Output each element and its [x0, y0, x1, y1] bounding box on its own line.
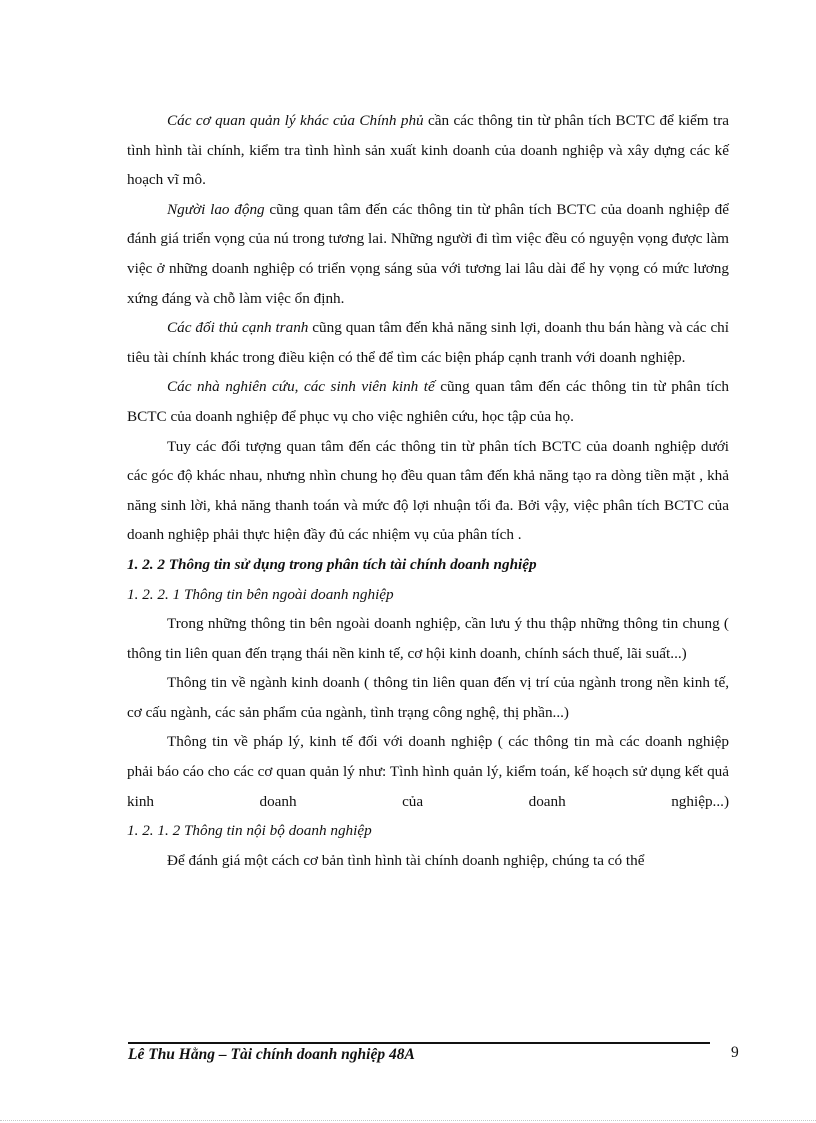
paragraph-researchers — [127, 372, 729, 431]
paragraph-industry-info: Thông tin về ngành kinh doanh ( thông tin liên quan đến vị trí của ngành trong nền kinh tế, cơ cấu ngành, các sản phẩm của ngành, tình trạng công nghệ, thị phần...) — [127, 674, 729, 721]
paragraph-general-info: Trong những thông tin bên ngoài doanh nghiệp, cần lưu ý thu thập những thông tin chung ( thông tin liên quan đến trạng thái nền kinh tế, cơ hội kinh doanh, chính sách thuế, lãi suất...) — [127, 615, 729, 662]
page-body — [127, 106, 729, 875]
emphasis: Người lao động — [167, 200, 265, 218]
footer-author: Lê Thu Hằng – Tài chính doanh nghiệp 48A — [128, 1046, 415, 1063]
section-heading-1-2-2-1: 1. 2. 2. 1 Thông tin bên ngoài doanh nghiệp — [127, 585, 394, 603]
section-heading-1-2-2: 1. 2. 2 Thông tin sử dụng trong phân tích tài chính doanh nghiệp — [127, 555, 537, 573]
paragraph-internal-info: Để đánh giá một cách cơ bản tình hình tài chính doanh nghiệp, chúng ta có thể — [167, 851, 645, 869]
paragraph-summary: Tuy các đối tượng quan tâm đến các thông tin từ phân tích BCTC của doanh nghiệp dưới các góc độ khác nhau, nhưng nhìn chung họ đều quan tâm đến khả năng tạo ra dòng tiền mặt , khả năng sinh lời, khả năng thanh toán và mức độ lợi nhuận tối đa. Bởi vậy, việc phân tích BCTC của doanh nghiệp phải thực hiện đầy đủ các nhiệm vụ của phân tích . — [127, 437, 729, 544]
section-heading-1-2-1-2: 1. 2. 1. 2 Thông tin nội bộ doanh nghiệp — [127, 822, 372, 840]
paragraph-legal-info: Thông tin về pháp lý, kinh tế đối với doanh nghiệp ( các thông tin mà các doanh nghiệp phải báo cáo cho các cơ quan quản lý như: Tình hình quản lý, kiểm toán, kế hoạch sử dụng kết quả kinh doanh của doanh nghiệp...) — [127, 733, 729, 810]
page-bottom-border — [0, 1120, 816, 1121]
emphasis: Các đối thủ cạnh tranh — [167, 319, 309, 337]
paragraph-workers — [127, 195, 729, 313]
page-number: 9 — [731, 1044, 739, 1061]
paragraph-text: cũng quan tâm đến các thông tin từ phân tích BCTC của doanh nghiệp để phục vụ cho việc nghiên cứu, học tập của họ. — [127, 378, 729, 425]
emphasis: Các cơ quan quản lý khác của Chính phủ — [167, 112, 424, 129]
paragraph-government — [127, 106, 729, 195]
paragraph-text: cần các thông tin từ phân tích BCTC để kiểm tra tình hình tài chính, kiểm tra tình hình sản xuất kinh doanh của doanh nghiệp và xây dựng các kế hoạch vĩ mô. — [127, 112, 729, 189]
emphasis: Các nhà nghiên cứu, các sinh viên kinh tế — [167, 378, 435, 396]
paragraph-competitors — [127, 313, 729, 372]
paragraph-text: cũng quan tâm đến khả năng sinh lợi, doanh thu bán hàng và các chỉ tiêu tài chính khác trong điều kiện có thể để tìm các biện pháp cạnh tranh với doanh nghiệp. — [127, 319, 729, 366]
footer-divider — [128, 1042, 710, 1044]
paragraph-text: cũng quan tâm đến các thông tin từ phân tích BCTC của doanh nghiệp để đánh giá triển vọng của nú trong tương lai. Những người đi tìm việc đều có nguyện vọng được làm việc ở những doanh nghiệp có triển vọng sáng sủa với tương lai lâu dài để hy vọng có mức lương xứng đáng và chỗ làm việc ổn định. — [127, 200, 729, 307]
